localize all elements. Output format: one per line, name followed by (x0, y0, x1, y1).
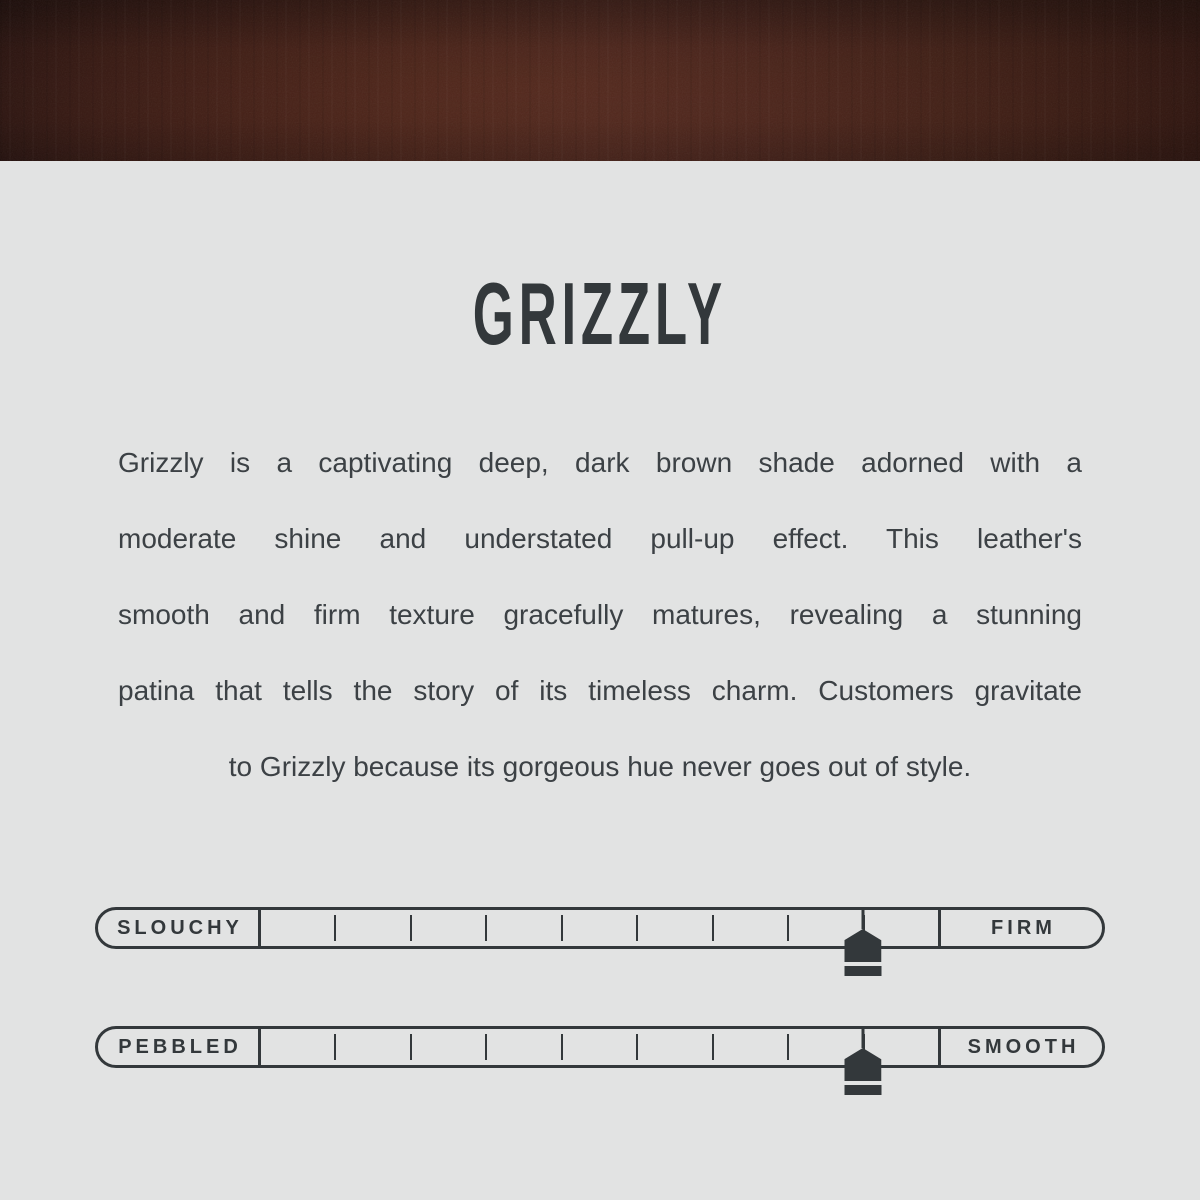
page-title-text: GRIZZLY (472, 264, 728, 363)
marker-stem (861, 909, 864, 929)
marker-arrow-icon (844, 929, 881, 962)
slouchy-firm-scale (95, 907, 1105, 949)
description-line: to Grizzly because its gorgeous hue never goes out of style. (228, 751, 972, 782)
page-title (0, 264, 1200, 363)
scale-tick (334, 915, 336, 941)
leather-grain-streaks (0, 0, 1200, 161)
scale-track (261, 910, 938, 946)
scale-left-label: SLOUCHY (117, 916, 243, 939)
pebbled-smooth-scale (95, 1026, 1105, 1068)
scale-tick (485, 1034, 487, 1060)
scale-right-cap (938, 910, 1102, 946)
leather-swatch-image (0, 0, 1200, 161)
description-line: moderate shine and understated pull-up effect. This leather's (118, 523, 1082, 554)
description-line: smooth and firm texture gracefully matures, revealing a stunning (118, 599, 1082, 630)
scale-track (261, 1029, 938, 1065)
scale-tick (410, 1034, 412, 1060)
description-line: Grizzly is a captivating deep, dark brown shade adorned with a (118, 447, 1082, 478)
scale-value-marker (844, 1028, 881, 1095)
scale-right-label: FIRM (991, 916, 1056, 939)
scale-tick (334, 1034, 336, 1060)
color-description (118, 425, 1082, 805)
marker-base-bar (844, 1085, 881, 1095)
scale-tick (712, 1034, 714, 1060)
scale-left-label: PEBBLED (118, 1035, 242, 1058)
scale-right-cap (938, 1029, 1102, 1065)
scale-tick (636, 915, 638, 941)
scale-right-label: SMOOTH (967, 1035, 1080, 1058)
scale-tick (485, 915, 487, 941)
scale-tick (410, 915, 412, 941)
scale-tick (712, 915, 714, 941)
marker-arrow-icon (844, 1048, 881, 1081)
scale-left-cap (98, 910, 261, 946)
scale-left-cap (98, 1029, 261, 1065)
scale-tick (561, 915, 563, 941)
scale-pill-outline (95, 907, 1105, 949)
marker-stem (861, 1028, 864, 1048)
scale-tick (561, 1034, 563, 1060)
scale-pill-outline (95, 1026, 1105, 1068)
scale-value-marker (844, 909, 881, 976)
scale-tick (787, 1034, 789, 1060)
description-line: patina that tells the story of its timeless charm. Customers gravitate (118, 675, 1082, 706)
marker-base-bar (844, 966, 881, 976)
scale-tick (787, 915, 789, 941)
scale-tick (636, 1034, 638, 1060)
